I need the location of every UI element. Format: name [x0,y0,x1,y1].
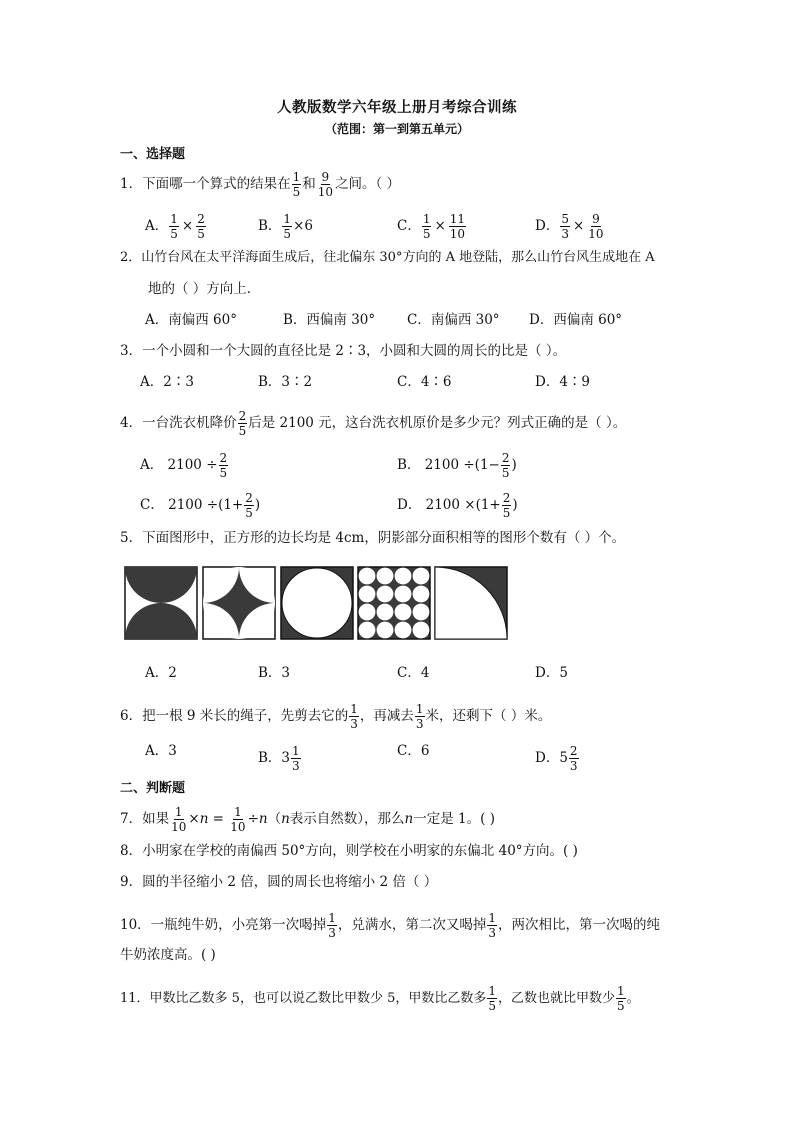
q3-option-b[interactable]: B．3∶2 [258,374,313,390]
q5-option-b[interactable]: B．3 [258,665,291,681]
question-1: 1．下面哪一个算式的结果在 $\frac{1}{5}$ 和 $\frac{9}{10}$ 之间。（ ） [120,170,401,199]
figure-star [202,566,276,640]
question-3: 3．一个小圆和一个大圆的直径比是 2∶3，小圆和大圆的周长的比是（ ）。 [120,343,567,359]
q2-option-d[interactable]: D．西偏南 60° [529,312,623,328]
figure-semicircles [124,566,198,640]
q1-option-d[interactable]: D． $\frac{5}{3}$ × $\frac{9}{10}$ [535,212,604,241]
fraction: $\frac{1}{5}$ [617,984,625,1013]
question-4: 4．一台洗衣机降价 $\frac{2}{5}$ 后是 2100 元，这台洗衣机原价是多少元？列式正确的是（ ）。 [120,409,627,438]
question-9: 9．圆的半径缩小 2 倍，圆的周长也将缩小 2 倍（ ） [120,874,438,890]
fraction: $\frac{1}{3}$ [488,911,496,940]
q4-option-b[interactable]: B． 2100 ÷(1− $\frac{2}{5}$ ) [397,451,517,480]
q3-option-c[interactable]: C．4∶6 [397,374,452,390]
page-subtitle: （范围：第一到第五单元） [324,122,469,136]
figure-inscribed-circle [280,566,354,640]
q1-option-b[interactable]: B． $\frac{1}{5}$ ×6 [258,212,313,241]
q6-option-c[interactable]: C．6 [397,743,430,759]
fraction: $\frac{2}{5}$ [238,409,247,438]
q2-option-a[interactable]: A．南偏西 60° [145,312,237,328]
q6-option-d[interactable]: D．5 $\frac{2}{3}$ [535,744,578,773]
q4-option-a[interactable]: A． 2100 ÷ $\frac{2}{5}$ [140,451,228,480]
q3-option-d[interactable]: D．4∶9 [535,374,591,390]
fraction: $\frac{1}{10}$ [171,805,187,834]
q2-option-c[interactable]: C．南偏西 30° [407,312,500,328]
question-8: 8．小明家在学校的南偏西 50°方向，则学校在小明家的东偏北 40°方向。( ) [120,843,578,859]
q1-option-a[interactable]: A． $\frac{1}{5}$ × $\frac{2}{5}$ [145,212,205,241]
figure-small-circles [357,566,431,640]
fraction: $\frac{1}{5}$ [292,170,301,199]
question-6: 6．把一根 9 米长的绳子，先剪去它的 $\frac{1}{3}$ ，再减去 $\frac{1}{3}$ 米，还剩下（ ）米。 [120,702,552,731]
question-5: 5．下面图形中，正方形的边长均是 4cm，阴影部分面积相等的图形个数有（ ）个。 [120,530,626,546]
page-title: 人教版数学六年级上册月考综合训练 [277,99,517,116]
fraction: $\frac{1}{3}$ [328,911,336,940]
q3-option-a[interactable]: A．2∶3 [140,374,194,390]
question-2-line-2: 地的（ ）方向上． [148,281,261,297]
figure-quarter-circle [434,566,508,640]
q1-option-c[interactable]: C． $\frac{1}{5}$ × $\frac{11}{10}$ [397,212,466,241]
fraction: $\frac{1}{5}$ [488,984,496,1013]
fraction: $\frac{1}{10}$ [230,805,246,834]
q2-option-b[interactable]: B．西偏南 30° [283,312,376,328]
q4-option-c[interactable]: C． 2100 ÷(1+ $\frac{2}{5}$ ) [140,491,261,520]
q6-option-a[interactable]: A．3 [145,743,177,759]
question-7: 7．如果 $\frac{1}{10}$ ×n = $\frac{1}{10}$ ÷n（n表示自然数），那么n一定是 1。( ) [120,805,495,834]
q4-option-d[interactable]: D． 2100 ×(1+ $\frac{2}{5}$ ) [397,491,518,520]
q6-option-b[interactable]: B．3 $\frac{1}{3}$ [258,744,300,773]
q5-option-a[interactable]: A．2 [145,665,177,681]
question-10-line-2: 牛奶浓度高。( ) [120,947,216,963]
fraction: $\frac{1}{3}$ [350,702,358,731]
question-10: 10．一瓶纯牛奶，小亮第一次喝掉 $\frac{1}{3}$ ，兑满水，第二次又喝掉 $\frac{1}{3}$ ，两次相比，第一次喝的纯 [120,911,660,940]
section-judge: 二、判断题 [120,781,186,796]
question-2-line-1: 2．山竹台风在太平洋海面生成后，往北偏东 30°方向的 A 地登陆，那么山竹台风生成地在 A [120,250,655,265]
q5-option-d[interactable]: D．5 [535,665,568,681]
q5-option-c[interactable]: C．4 [397,665,430,681]
question-11: 11．甲数比乙数多 5，也可以说乙数比甲数少 5，甲数比乙数多 $\frac{1}{5}$ ，乙数也就比甲数少 $\frac{1}{5}$ 。 [120,984,640,1013]
fraction: $\frac{9}{10}$ [317,170,334,199]
fraction: $\frac{1}{3}$ [415,702,424,731]
section-choice: 一、选择题 [120,147,186,162]
